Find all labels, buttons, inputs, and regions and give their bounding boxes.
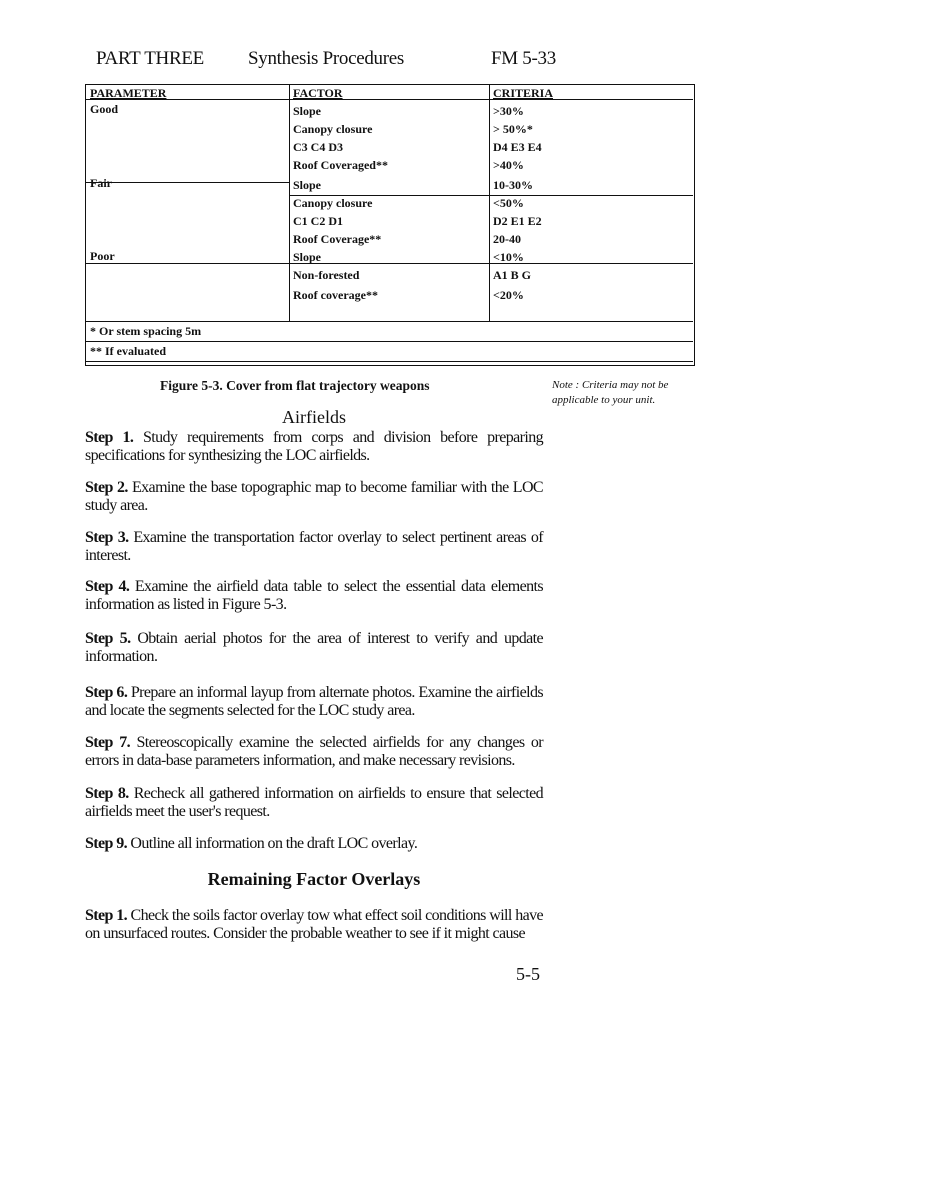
step-text: Stereoscopically examine the selected airfields for any changes or errors in data-base parameters information, and make necessary revisions. (85, 734, 543, 769)
step-number: Step 2. (85, 479, 128, 496)
criteria-cell: <20% (493, 288, 524, 302)
step-text: Check the soils factor overlay tow what effect soil conditions will have on unsurfaced routes. Consider the probable weather to see if it might cause (85, 907, 543, 942)
factor-cell: Canopy closure (293, 196, 373, 210)
parameter-fair: Fair (90, 176, 112, 190)
criteria-cell: <50% (493, 196, 524, 210)
factor-cell: C1 C2 D1 (293, 214, 343, 228)
step-number: Step 3. (85, 529, 129, 546)
criteria-cell: 10-30% (493, 178, 533, 192)
step-paragraph (85, 835, 543, 853)
step-number: Step 7. (85, 734, 131, 751)
header-manual-number: FM 5-33 (491, 48, 556, 69)
factor-cell: Roof Coverage** (293, 232, 382, 246)
step-number: Step 1. (85, 429, 134, 446)
step-paragraph (85, 785, 543, 821)
criteria-cell: <10% (493, 250, 524, 264)
step-text: Obtain aerial photos for the area of interest to verify and update information. (85, 630, 544, 665)
step-number: Step 6. (85, 684, 128, 701)
page-number: 5-5 (516, 964, 540, 984)
criteria-cell: >30% (493, 104, 524, 118)
step-number: Step 4. (85, 578, 130, 595)
row-rule (86, 263, 289, 264)
criteria-cell: >40% (493, 158, 524, 172)
criteria-cell: 20-40 (493, 232, 521, 246)
section-heading-remaining-factor-overlays: Remaining Factor Overlays (207, 869, 421, 889)
step-paragraph (85, 479, 543, 515)
notes-rule (86, 361, 693, 362)
factor-cell: Slope (293, 104, 322, 118)
column-header-criteria: CRITERIA (493, 86, 554, 100)
step-number: Step 9. (85, 835, 128, 852)
header-part: PART THREE (96, 48, 204, 69)
header-section-title: Synthesis Procedures (248, 48, 405, 69)
row-rule (289, 263, 693, 264)
factor-cell: Slope (293, 250, 322, 264)
step-text: Study requirements from corps and division before preparing specifications for synthesizing the LOC airfields. (85, 429, 543, 464)
step-paragraph (85, 429, 543, 465)
step-number: Step 1. (85, 907, 128, 924)
step-number: Step 5. (85, 630, 131, 647)
step-text: Examine the base topographic map to become familiar with the LOC study area. (85, 479, 543, 514)
criteria-cell: > 50%* (493, 122, 533, 136)
step-paragraph (85, 529, 543, 565)
table-footnote: ** If evaluated (90, 344, 166, 358)
step-paragraph (85, 907, 543, 943)
factor-cell: Non-forested (293, 268, 360, 282)
criteria-cell: D4 E3 E4 (493, 140, 542, 154)
step-paragraph (85, 734, 543, 770)
criteria-cell: A1 B G (493, 268, 532, 282)
factor-cell: C3 C4 D3 (293, 140, 343, 154)
step-paragraph (85, 630, 543, 666)
notes-rule (86, 321, 693, 322)
section-heading-airfields: Airfields (282, 407, 346, 427)
step-paragraph (85, 684, 543, 720)
notes-rule (86, 341, 693, 342)
step-text: Recheck all gathered information on airfields to ensure that selected airfields meet the user's request. (85, 785, 543, 820)
side-note: Note : Criteria may not be applicable to your unit. (552, 379, 669, 406)
running-header (96, 48, 696, 72)
table-footnote: * Or stem spacing 5m (90, 324, 202, 338)
step-paragraph (85, 578, 543, 614)
parameter-good: Good (90, 102, 119, 116)
step-text: Examine the transportation factor overlay to select pertinent areas of interest. (85, 529, 544, 564)
factor-cell: Roof coverage** (293, 288, 378, 302)
column-header-factor: FACTOR (293, 86, 343, 100)
criteria-cell: D2 E1 E2 (493, 214, 542, 228)
step-text: Prepare an informal layup from alternate photos. Examine the airfields and locate the segments selected for the LOC study area. (85, 684, 543, 719)
criteria-table (85, 84, 695, 366)
header-rule (86, 99, 693, 100)
figure-caption: Figure 5-3. Cover from flat trajectory weapons (160, 378, 430, 393)
row-rule (86, 182, 289, 183)
column-header-parameter: PARAMETER (90, 86, 167, 100)
factor-cell: Canopy closure (293, 122, 373, 136)
step-text: Outline all information on the draft LOC overlay. (127, 835, 418, 852)
step-number: Step 8. (85, 785, 129, 802)
parameter-poor: Poor (90, 249, 115, 263)
factor-cell: Roof Coveraged** (293, 158, 388, 172)
column-divider (289, 85, 290, 321)
step-text: Examine the airfield data table to select the essential data elements information as listed in Figure 5-3. (85, 578, 543, 613)
column-divider (489, 85, 490, 321)
factor-cell: Slope (293, 178, 322, 192)
